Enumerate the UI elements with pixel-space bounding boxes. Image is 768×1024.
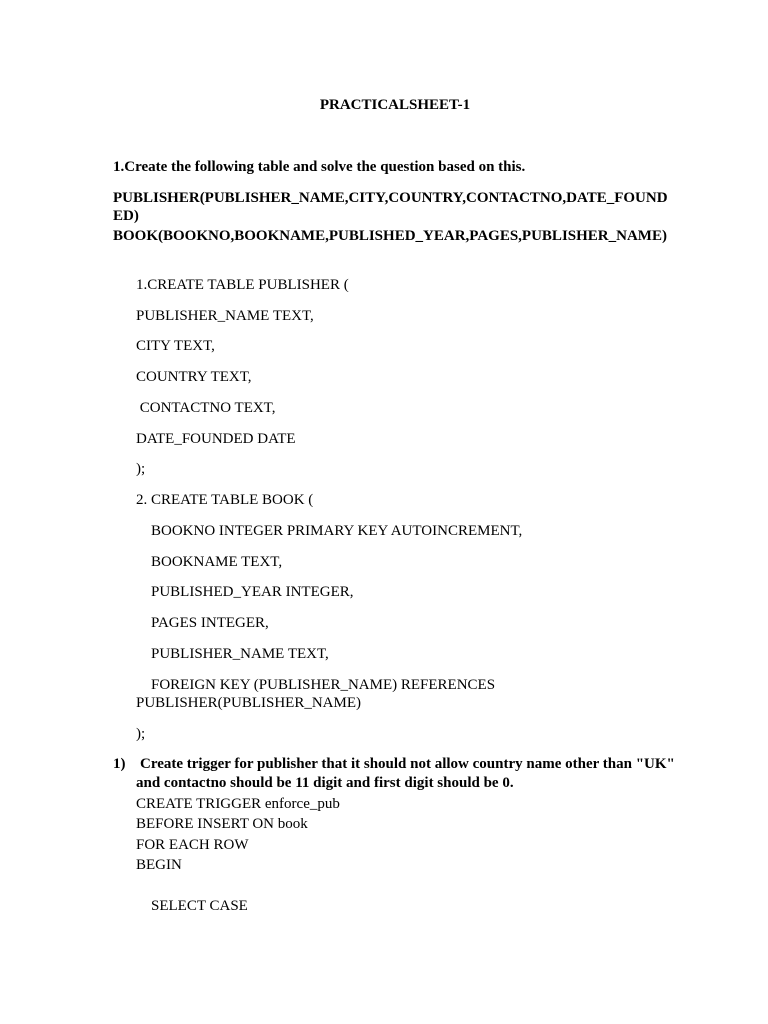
publisher-sql-line: CITY TEXT,	[136, 338, 215, 354]
publisher-sql-line: DATE_FOUNDED DATE	[136, 431, 296, 447]
publisher-schema-line-2: ED)	[113, 208, 139, 224]
publisher-sql-line: PUBLISHER_NAME TEXT,	[136, 308, 314, 324]
trigger-sql-line: FOR EACH ROW	[136, 837, 249, 853]
publisher-sql-line: );	[136, 461, 146, 477]
task-1-line-2: and contactno should be 11 digit and first digit should be 0.	[136, 775, 514, 791]
publisher-sql-line: CONTACTNO TEXT,	[136, 400, 276, 416]
page-title: PRACTICALSHEET-1	[319, 97, 471, 113]
book-sql-column: PAGES INTEGER,	[151, 615, 269, 631]
book-sql-column: PUBLISHED_YEAR INTEGER,	[151, 584, 354, 600]
book-sql-column: PUBLISHER_NAME TEXT,	[151, 646, 329, 662]
publisher-sql-line: 1.CREATE TABLE PUBLISHER (	[136, 277, 349, 293]
publisher-sql-line: COUNTRY TEXT,	[136, 369, 252, 385]
book-sql-column: BOOKNO INTEGER PRIMARY KEY AUTOINCREMENT,	[151, 523, 523, 539]
book-sql-reference: PUBLISHER(PUBLISHER_NAME)	[136, 695, 362, 711]
task-1-number: 1)	[113, 756, 126, 772]
trigger-sql-line: BEFORE INSERT ON book	[136, 816, 308, 832]
book-schema: BOOK(BOOKNO,BOOKNAME,PUBLISHED_YEAR,PAGES,PUBLISHER_NAME)	[113, 228, 667, 244]
trigger-sql-line: BEGIN	[136, 857, 182, 873]
book-sql-close: );	[136, 726, 146, 742]
book-sql-header: 2. CREATE TABLE BOOK (	[136, 492, 314, 508]
task-1-line-1: Create trigger for publisher that it should not allow country name other than "UK"	[140, 756, 675, 772]
book-sql-column: BOOKNAME TEXT,	[151, 554, 283, 570]
question-1-heading: 1.Create the following table and solve the question based on this.	[113, 159, 526, 175]
publisher-schema-line-1: PUBLISHER(PUBLISHER_NAME,CITY,COUNTRY,CONTACTNO,DATE_FOUND	[113, 190, 668, 206]
trigger-sql-line: CREATE TRIGGER enforce_pub	[136, 796, 340, 812]
trigger-select-case: SELECT CASE	[151, 898, 248, 914]
book-sql-column: FOREIGN KEY (PUBLISHER_NAME) REFERENCES	[151, 677, 496, 693]
